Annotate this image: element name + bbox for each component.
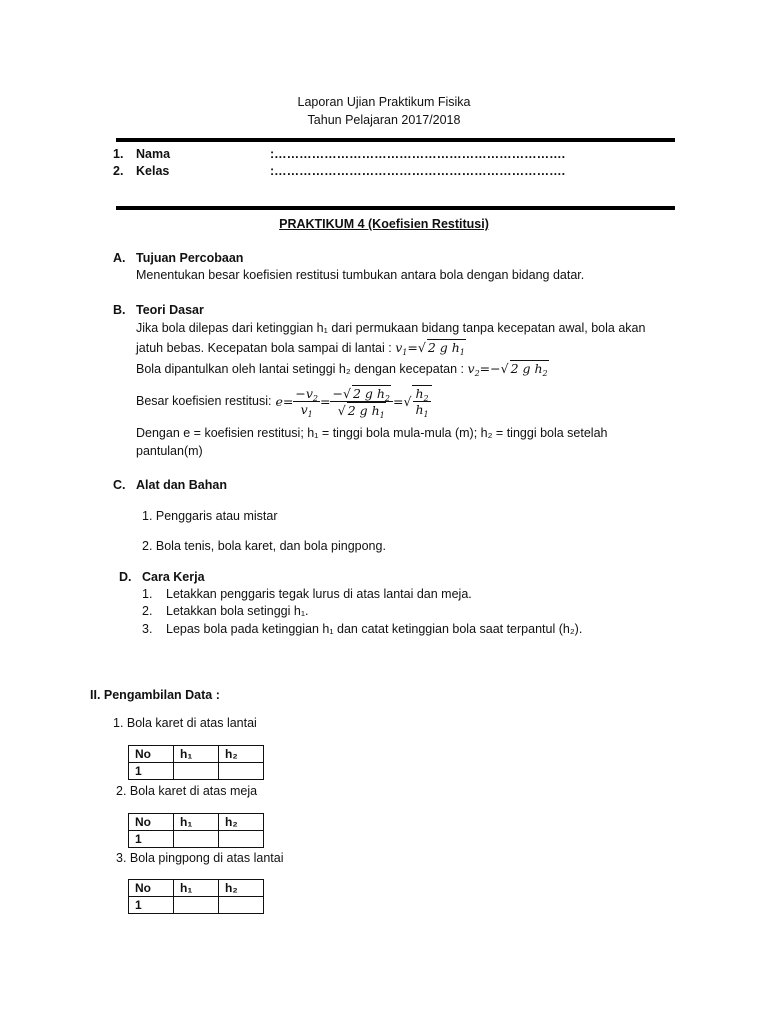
data-table-3 (128, 879, 264, 914)
section-a-text: Menentukan besar koefisien restitusi tumbukan antara bola dengan bidang datar. (136, 268, 585, 282)
formula-v1: $v_1=√$ 2 g $h_1$ (395, 340, 465, 357)
table-2-caption: 2. Bola karet di atas meja (116, 784, 258, 798)
section-b-line3: Bola dipantulkan oleh lantai setinggi h₂ dengan kecepatan : (136, 362, 465, 376)
table-header-cell: No (129, 814, 174, 831)
table-header-row (129, 880, 264, 897)
table-1-caption: 1. Bola karet di atas lantai (113, 716, 257, 730)
table-header-cell: h₁ (174, 880, 219, 897)
data-table-2 (128, 813, 264, 848)
identity-name-field: :……………………………………………………………. (270, 147, 566, 161)
table-header-cell: h₂ (219, 746, 264, 763)
praktikum-title (0, 217, 768, 231)
table-row (129, 897, 264, 914)
report-subtitle: Tahun Pelajaran 2017/2018 (307, 113, 461, 127)
divider-top (116, 138, 675, 142)
section-d-num: D. (119, 570, 132, 584)
table-3-caption: 3. Bola pingpong di atas lantai (116, 851, 284, 865)
identity-class-field: :……………………………………………………………. (270, 164, 566, 178)
table-header-row (129, 746, 264, 763)
section-d-step-2: Letakkan bola setinggi h₁. (166, 604, 309, 618)
table-cell (219, 763, 264, 780)
table-header-cell: h₁ (174, 814, 219, 831)
section-b-title: Teori Dasar (136, 303, 204, 317)
section-b-line4: Besar koefisien restitusi: (136, 394, 272, 408)
table-cell (174, 831, 219, 848)
section-c-item-1: 1. Penggaris atau mistar (142, 509, 278, 523)
section-b-line2-row (136, 339, 466, 355)
section-d-step-1: Letakkan penggaris tegak lurus di atas lantai dan meja. (166, 587, 472, 601)
identity-label-name: Nama (136, 147, 171, 161)
table-cell (174, 763, 219, 780)
section-c-title: Alat dan Bahan (136, 478, 227, 492)
section-b-num: B. (113, 303, 126, 317)
identity-label-class: Kelas (136, 164, 170, 178)
section-d-title: Cara Kerja (142, 570, 205, 584)
table-header-cell: h₂ (219, 880, 264, 897)
section-a-title: Tujuan Percobaan (136, 251, 244, 265)
identity-num-2: 2. (113, 164, 124, 178)
section-d-step-3: Lepas bola pada ketinggian h₁ dan catat ketinggian bola saat terpantul (h₂). (166, 622, 583, 636)
table-header-cell: No (129, 880, 174, 897)
section-ii-title: II. Pengambilan Data : (90, 688, 220, 702)
section-b-line4-row (136, 380, 432, 422)
table-cell: 1 (129, 897, 174, 914)
table-cell (174, 897, 219, 914)
report-title: Laporan Ujian Praktikum Fisika (297, 95, 471, 109)
section-d-step-num-1: 1. (142, 587, 153, 601)
section-d-step-num-3: 3. (142, 622, 153, 636)
data-table-1 (128, 745, 264, 780)
section-b-line2: jatuh bebas. Kecepatan bola sampai di lantai : (136, 341, 392, 355)
table-header-cell: h₁ (174, 746, 219, 763)
section-b-line5: Dengan e = koefisien restitusi; h₁ = tinggi bola mula-mula (m); h₂ = tinggi bola setelah (136, 426, 608, 440)
table-cell: 1 (129, 831, 174, 848)
table-row (129, 763, 264, 780)
divider-bottom (116, 206, 675, 210)
formula-v2: $v_2=-√$ 2 g $h_2$ (467, 361, 548, 378)
section-b-line3-row (136, 360, 549, 376)
section-b-line6: pantulan(m) (136, 444, 203, 458)
identity-num-1: 1. (113, 147, 124, 161)
section-c-num: C. (113, 478, 126, 492)
formula-restitution: e= $\frac{-v_2}{v_1}$ = $\frac{-√ 2 g h_2}{√ 2 g h_1}$ =√ $\frac{h_2}{h_1}$ (275, 385, 431, 418)
section-c-item-2: 2. Bola tenis, bola karet, dan bola pingpong. (142, 539, 386, 553)
praktikum-title-text: PRAKTIKUM 4 (Koefisien Restitusi) (279, 217, 489, 231)
table-cell: 1 (129, 763, 174, 780)
table-header-cell: h₂ (219, 814, 264, 831)
table-header-cell: No (129, 746, 174, 763)
section-d-step-num-2: 2. (142, 604, 153, 618)
section-a-num: A. (113, 251, 126, 265)
table-row (129, 831, 264, 848)
section-b-line1: Jika bola dilepas dari ketinggian h₁ dari permukaan bidang tanpa kecepatan awal, bola akan (136, 321, 646, 335)
table-header-row (129, 814, 264, 831)
table-cell (219, 897, 264, 914)
table-cell (219, 831, 264, 848)
